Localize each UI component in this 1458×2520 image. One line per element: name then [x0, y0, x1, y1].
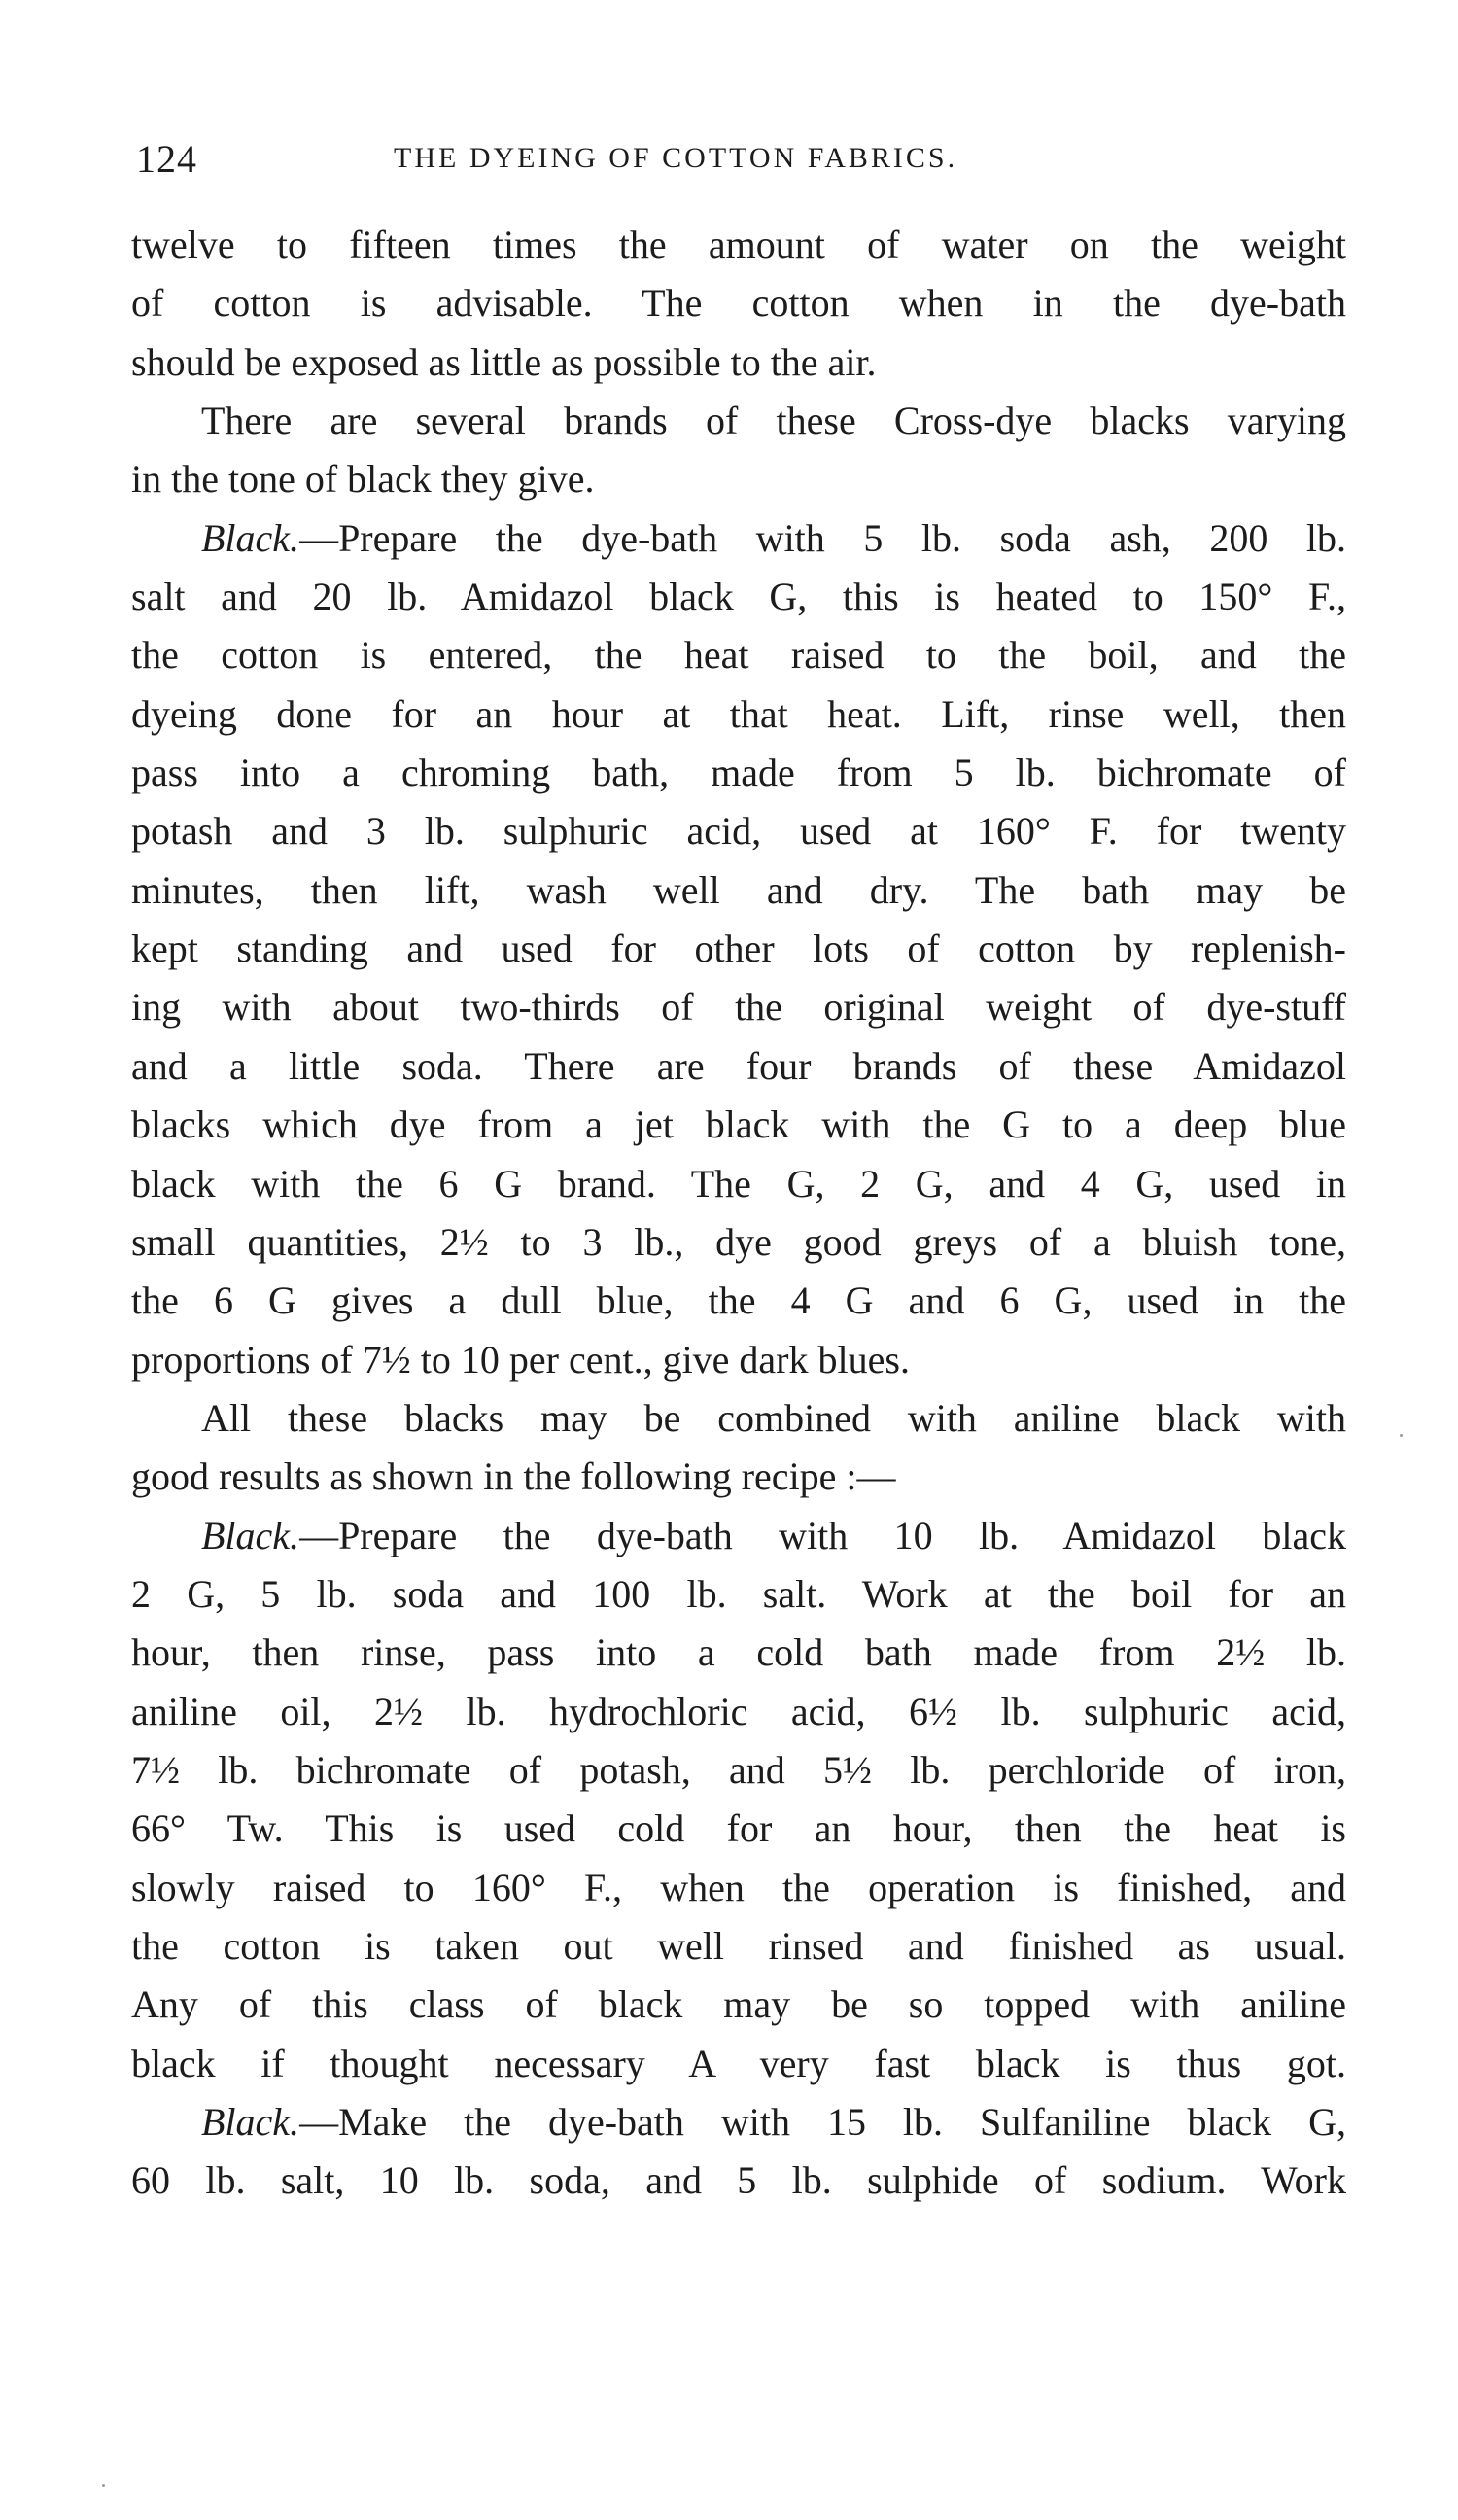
recipe-label: Black.: [201, 515, 300, 560]
text-line: salt and 20 lb. Amidazol black G, this is heated to 150° F.,: [131, 575, 1346, 619]
text-line: proportions of 7½ to 10 per cent., give dark blues.: [131, 1337, 910, 1382]
text-line: potash and 3 lb. sulphuric acid, used at 160° F. for twenty: [131, 809, 1346, 854]
text-line: slowly raised to 160° F., when the operation is finished, and: [131, 1865, 1346, 1909]
text-line: aniline oil, 2½ lb. hydrochloric acid, 6½ lb. sulphuric acid,: [131, 1689, 1346, 1733]
paper-speck: [1400, 1434, 1403, 1437]
text-line: 60 lb. salt, 10 lb. soda, and 5 lb. sulphide of sodium. Work: [131, 2158, 1346, 2203]
text-line: minutes, then lift, wash well and dry. The bath may be: [131, 867, 1346, 912]
text-line: 66° Tw. This is used cold for an hour, then the heat is: [131, 1806, 1346, 1851]
recipe-heading-line: Black.—Prepare the dye-bath with 10 lb. Amidazol black: [201, 1513, 1346, 1558]
paper-speck: [102, 2484, 105, 2487]
text-line: dyeing done for an hour at that heat. Lift, rinse well, then: [131, 691, 1346, 736]
text-line: twelve to fifteen times the amount of water on the weight: [131, 223, 1346, 266]
text-line: the 6 G gives a dull blue, the 4 G and 6 G, used in the: [131, 1278, 1346, 1323]
text-line: hour, then rinse, pass into a cold bath made from 2½ lb.: [131, 1630, 1346, 1675]
text-line: Any of this class of black may be so topped with aniline: [131, 1982, 1346, 2027]
text-line: the cotton is taken out well rinsed and finished as usual.: [131, 1923, 1346, 1968]
text-line: of cotton is advisable. The cotton when in the dye-bath: [131, 281, 1346, 326]
paragraph-start-line: There are several brands of these Cross-dye blacks varying: [201, 399, 1346, 443]
running-head: [136, 136, 1341, 194]
page-number: 124: [136, 137, 197, 181]
paragraph-start-line: All these blacks may be combined with aniline black with: [201, 1395, 1346, 1440]
text-line: 2 G, 5 lb. soda and 100 lb. salt. Work at the boil for an: [131, 1571, 1346, 1616]
text-line: blacks which dye from a jet black with the G to a deep blue: [131, 1102, 1346, 1147]
recipe-heading-line: Black.—Prepare the dye-bath with 5 lb. soda ash, 200 lb.: [201, 515, 1346, 560]
text-line: and a little soda. There are four brands of these Amidazol: [131, 1043, 1346, 1088]
body-text: [131, 216, 1346, 2211]
text-line: should be exposed as little as possible to the air.: [131, 339, 877, 384]
recipe-heading-line: Black.—Make the dye-bath with 15 lb. Sulfaniline black G,: [201, 2100, 1346, 2144]
text-line: kept standing and used for other lots of cotton by replenish-: [131, 927, 1346, 971]
text-line: ing with about two-thirds of the original weight of dye-stuff: [131, 985, 1346, 1030]
text-line: the cotton is entered, the heat raised to the boil, and the: [131, 633, 1346, 678]
recipe-label: Black.: [201, 2100, 300, 2144]
text-line: 7½ lb. bichromate of potash, and 5½ lb. perchloride of iron,: [131, 1747, 1346, 1792]
text-line: black if thought necessary A very fast black is thus got.: [131, 2041, 1346, 2085]
running-title: THE DYEING OF COTTON FABRICS.: [394, 142, 958, 174]
recipe-label: Black.: [201, 1513, 300, 1558]
text-line: black with the 6 G brand. The G, 2 G, and 4 G, used in: [131, 1161, 1346, 1206]
text-line: pass into a chroming bath, made from 5 lb. bichromate of: [131, 751, 1346, 795]
text-line: small quantities, 2½ to 3 lb., dye good greys of a bluish tone,: [131, 1219, 1346, 1264]
text-line: good results as shown in the following recipe :—: [131, 1454, 896, 1499]
text-line: in the tone of black they give.: [131, 457, 595, 502]
